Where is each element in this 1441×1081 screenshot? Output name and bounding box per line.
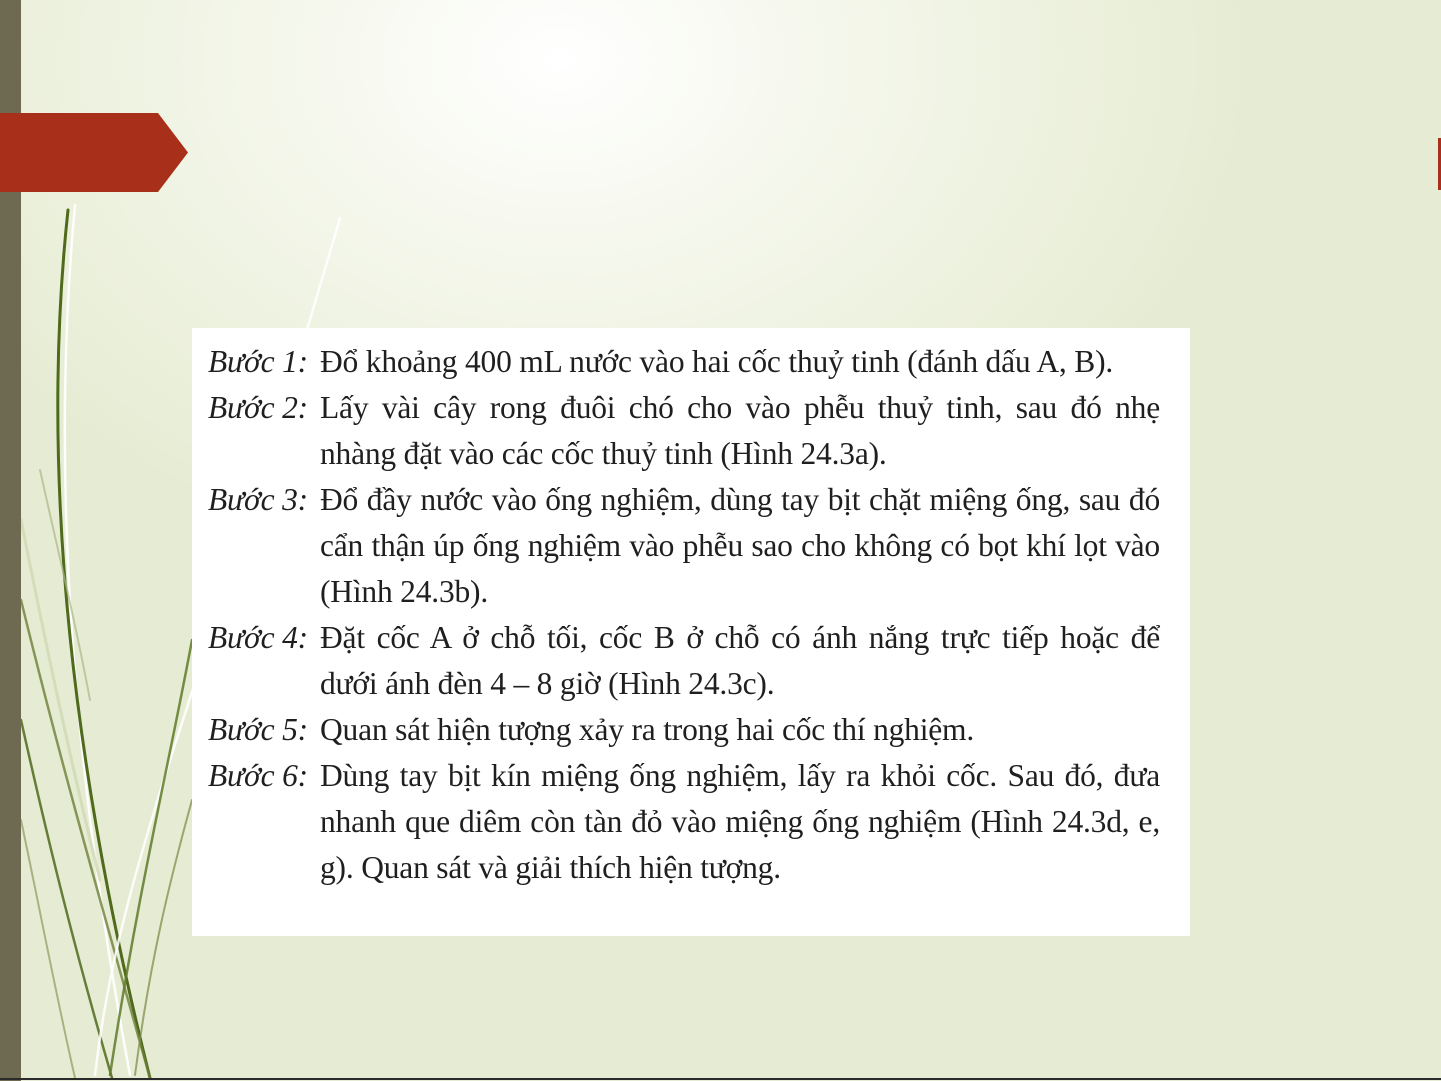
step-text: Lấy vài cây rong đuôi chó cho vào phễu thuỷ tinh, sau đó nhẹ nhàng đặt vào các cốc thuỷ tinh (Hình 24.3a). — [320, 390, 1160, 471]
step-label: Bước 4: — [208, 620, 308, 655]
step-text: Đổ khoảng 400 mL nước vào hai cốc thuỷ tinh (đánh dấu A, B). — [320, 344, 1114, 379]
step-2 — [208, 385, 1160, 477]
step-label: Bước 5: — [208, 712, 308, 747]
step-5 — [208, 707, 1160, 753]
leaf-stroke — [110, 640, 192, 1075]
step-1 — [208, 339, 1160, 385]
step-label: Bước 3: — [208, 482, 308, 517]
step-text: Đổ đầy nước vào ống nghiệm, dùng tay bịt chặt miệng ống, sau đó cẩn thận úp ống nghiệm vào phễu sao cho không có bọt khí lọt vào (Hình 24.3b). — [320, 482, 1160, 609]
step-label: Bước 2: — [208, 390, 308, 425]
step-text: Quan sát hiện tượng xảy ra trong hai cốc thí nghiệm. — [320, 712, 975, 747]
leaf-stroke — [21, 520, 100, 880]
leaf-stroke — [21, 820, 75, 1078]
step-4 — [208, 615, 1160, 707]
step-text: Đặt cốc A ở chỗ tối, cốc B ở chỗ có ánh nắng trực tiếp hoặc để dưới ánh đèn 4 – 8 giờ (Hình 24.3c). — [320, 620, 1160, 701]
experiment-steps-image — [192, 328, 1190, 936]
bottom-border — [0, 1078, 1441, 1080]
step-label: Bước 1: — [208, 344, 308, 379]
leaf-stroke — [21, 600, 150, 1078]
leaf-stroke — [135, 800, 192, 1075]
step-6 — [208, 753, 1160, 891]
step-3 — [208, 477, 1160, 615]
title-marker-arrow — [0, 113, 188, 192]
leaf-stroke — [58, 210, 150, 1078]
step-text: Dùng tay bịt kín miệng ống nghiệm, lấy ra khỏi cốc. Sau đó, đưa nhanh que diêm còn tàn đỏ vào miệng ống nghiệm (Hình 24.3d, e, g). Quan sát và giải thích hiện tượng. — [320, 758, 1160, 885]
step-label: Bước 6: — [208, 758, 308, 793]
